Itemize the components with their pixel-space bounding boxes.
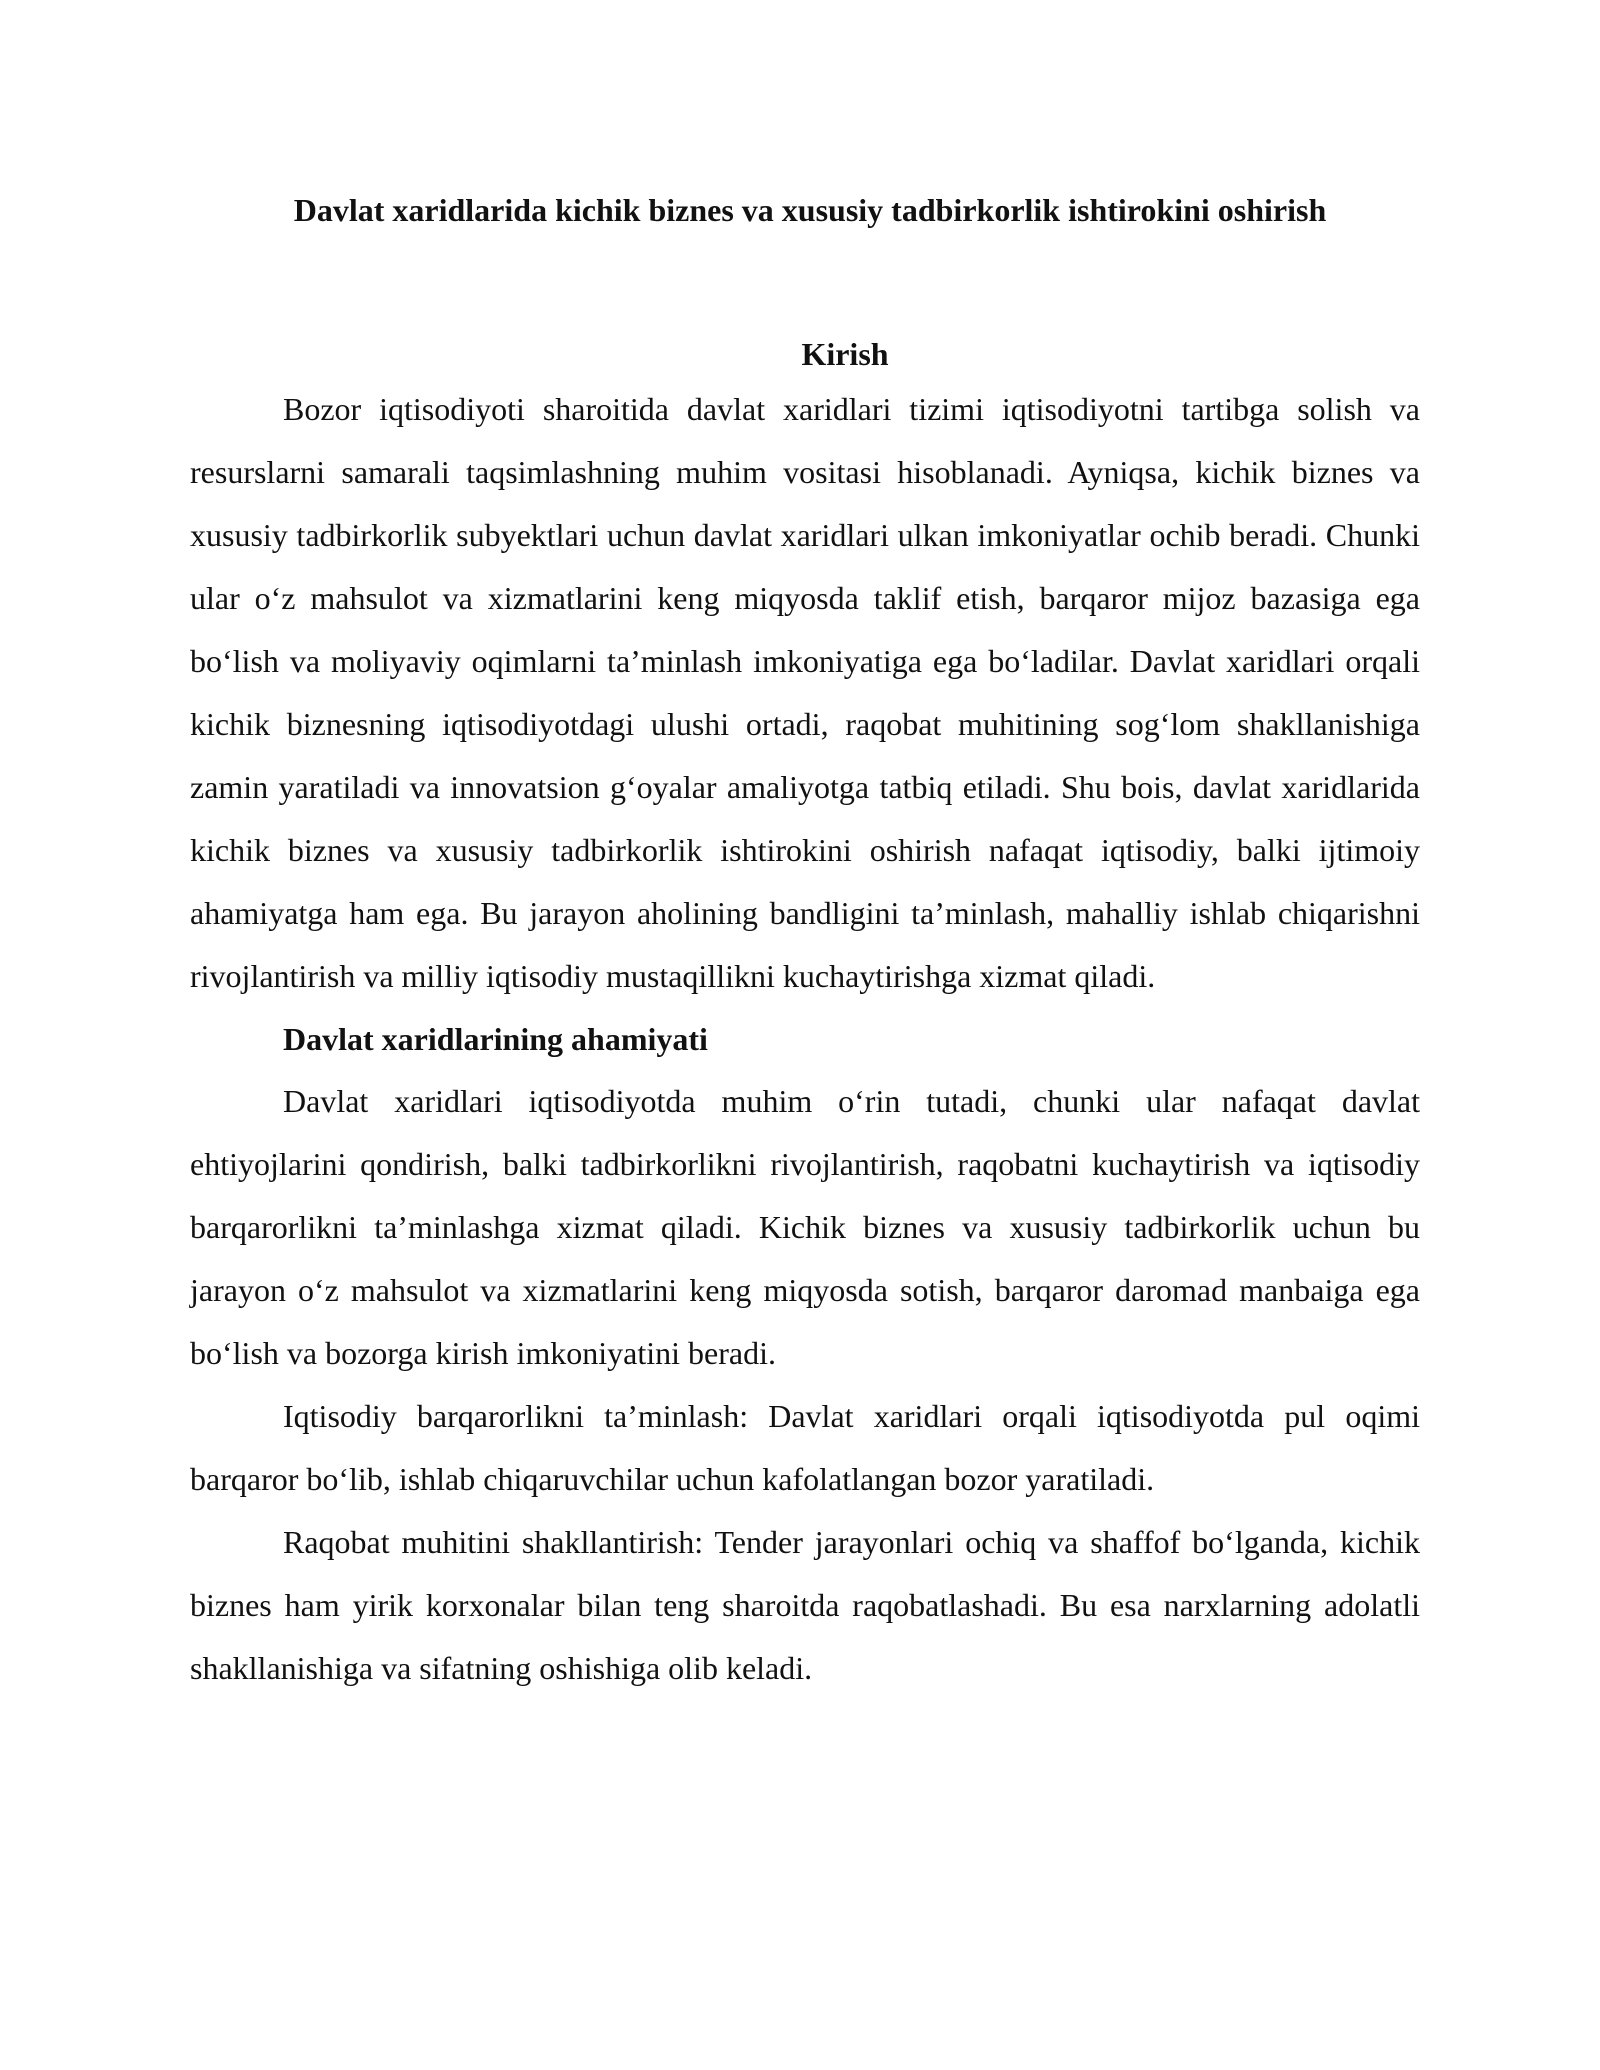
section-paragraph: Raqobat muhitini shakllantirish: Tender jarayonlari ochiq va shaffof bo‘lganda, kichik biznes ham yirik korxonalar bilan teng sharoitda raqobatlashadi. Bu esa narxlarning adolatli shakllanishiga va sifatning oshishiga olib keladi.	[190, 1524, 1420, 1686]
document-body	[190, 330, 1420, 1700]
document-title: Davlat xaridlarida kichik biznes va xususiy tadbirkorlik ishtirokini oshirish	[293, 192, 1327, 228]
section-heading: Davlat xaridlarining ahamiyati	[283, 1021, 708, 1057]
intro-heading: Kirish	[801, 336, 889, 372]
section-paragraph: Davlat xaridlari iqtisodiyotda muhim o‘rin tutadi, chunki ular nafaqat davlat ehtiyojlarini qondirish, balki tadbirkorlikni rivojlantirish, raqobatni kuchaytirish va iqtisodiy barqarorlikni ta’minlashga xizmat qiladi. Kichik biznes va xususiy tadbirkorlik uchun bu jarayon o‘z mahsulot va xizmatlarini keng miqyosda sotish, barqaror daromad manbaiga ega bo‘lish va bozorga kirish imkoniyatini beradi.	[190, 1083, 1420, 1371]
intro-paragraph: Bozor iqtisodiyoti sharoitida davlat xaridlari tizimi iqtisodiyotni tartibga solish va resurslarni samarali taqsimlashning muhim vositasi hisoblanadi. Ayniqsa, kichik biznes va xususiy tadbirkorlik subyektlari uchun davlat xaridlari ulkan imkoniyatlar ochib beradi. Chunki ular o‘z mahsulot va xizmatlarini keng miqyosda taklif etish, barqaror mijoz bazasiga ega bo‘lish va moliyaviy oqimlarni ta’minlash imkoniyatiga ega bo‘ladilar. Davlat xaridlari orqali kichik biznesning iqtisodiyotdagi ulushi ortadi, raqobat muhitining sog‘lom shakllanishiga zamin yaratiladi va innovatsion g‘oyalar amaliyotga tatbiq etiladi. Shu bois, davlat xaridlarida kichik biznes va xususiy tadbirkorlik ishtirokini oshirish nafaqat iqtisodiy, balki ijtimoiy ahamiyatga ham ega. Bu jarayon aholining bandligini ta’minlash, mahalliy ishlab chiqarishni rivojlantirish va milliy iqtisodiy mustaqillikni kuchaytirishga xizmat qiladi.	[190, 391, 1420, 994]
section-paragraph: Iqtisodiy barqarorlikni ta’minlash: Davlat xaridlari orqali iqtisodiyotda pul oqimi barqaror bo‘lib, ishlab chiqaruvchilar uchun kafolatlangan bozor yaratiladi.	[190, 1398, 1420, 1497]
